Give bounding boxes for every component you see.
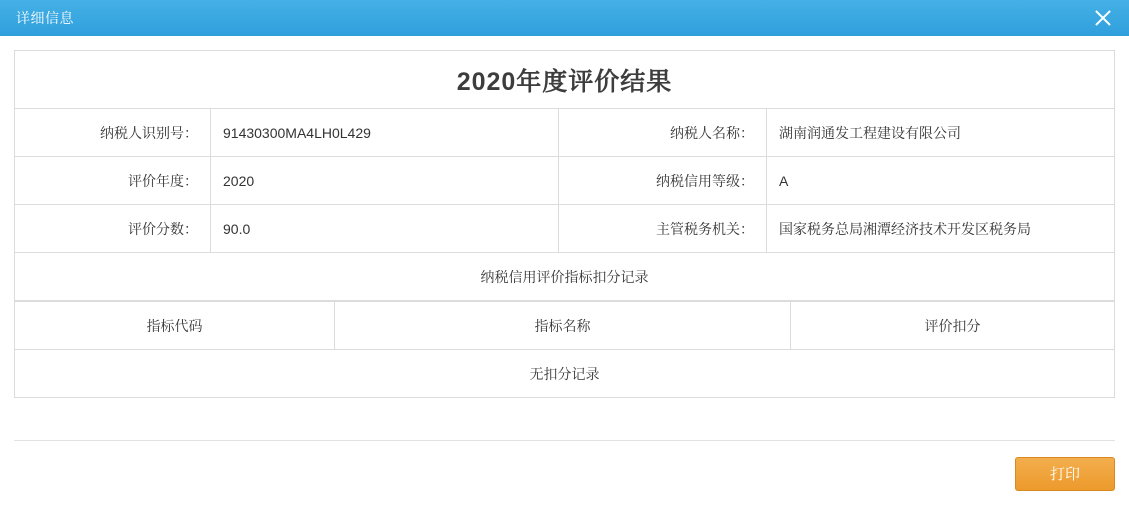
tax-authority-label: 主管税务机关： — [559, 205, 767, 253]
dialog-footer — [14, 440, 1115, 506]
deduction-table — [14, 301, 1115, 398]
credit-level-value: A — [767, 157, 1115, 205]
dialog-title: 详细信息 — [16, 10, 74, 26]
table-row — [15, 157, 1115, 205]
eval-year-label: 评价年度： — [15, 157, 211, 205]
taxpayer-name-value: 湖南润通发工程建设有限公司 — [767, 109, 1115, 157]
taxpayer-name-label: 纳税人名称： — [559, 109, 767, 157]
page-title: 2020年度评价结果 — [456, 67, 673, 96]
table-row — [15, 205, 1115, 253]
eval-year-value: 2020 — [211, 157, 559, 205]
report-title-container — [14, 50, 1115, 108]
column-header-score: 评价扣分 — [791, 302, 1115, 350]
table-row — [15, 253, 1115, 301]
table-row — [15, 350, 1115, 398]
taxpayer-id-value: 91430300MA4LH0L429 — [211, 109, 559, 157]
print-button[interactable]: 打印 — [1015, 457, 1115, 491]
dialog-body — [0, 36, 1129, 426]
close-icon[interactable] — [1091, 6, 1115, 30]
table-header-row — [15, 302, 1115, 350]
deduction-section-title: 纳税信用评价指标扣分记录 — [15, 253, 1115, 301]
column-header-code: 指标代码 — [15, 302, 335, 350]
table-row — [15, 109, 1115, 157]
dialog-titlebar — [0, 0, 1129, 36]
taxpayer-id-label: 纳税人识别号： — [15, 109, 211, 157]
credit-level-label: 纳税信用等级： — [559, 157, 767, 205]
evaluation-info-table — [14, 108, 1115, 301]
tax-authority-value: 国家税务总局湘潭经济技术开发区税务局 — [767, 205, 1115, 253]
column-header-name: 指标名称 — [335, 302, 791, 350]
deduction-empty-text: 无扣分记录 — [15, 350, 1115, 398]
eval-score-value: 90.0 — [211, 205, 559, 253]
eval-score-label: 评价分数： — [15, 205, 211, 253]
